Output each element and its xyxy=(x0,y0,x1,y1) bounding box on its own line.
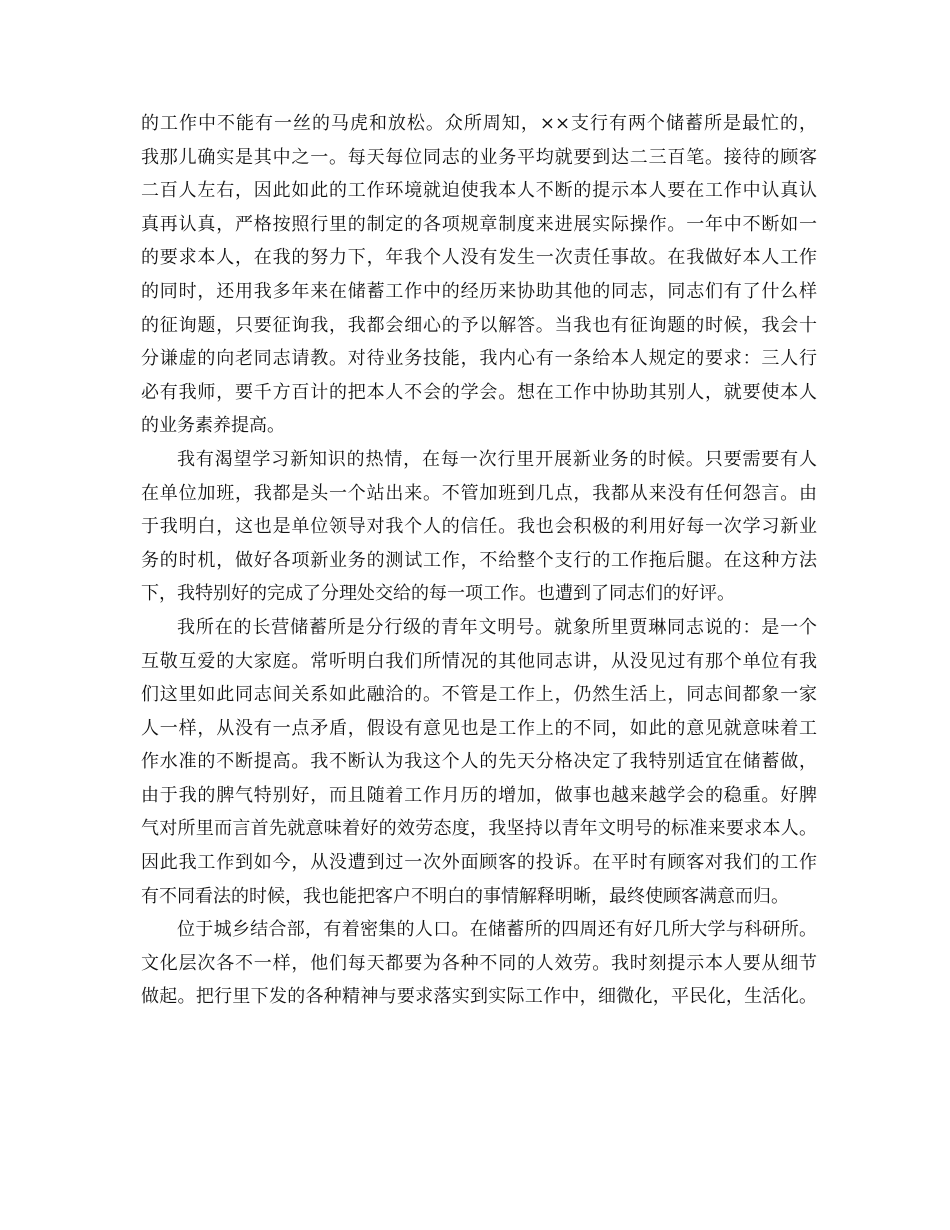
text-line: 二百人左右，因此如此的工作环境就迫使我本人不断的提示本人要在工作中认真认 xyxy=(141,180,817,202)
text-line: 因此我工作到如今，从没遭到过一次外面顾客的投诉。在平时有顾客对我们的工作 xyxy=(141,852,817,874)
text-line: 气对所里而言首先就意味着好的效劳态度，我坚持以青年文明号的标准来要求本人。 xyxy=(141,818,817,840)
text-line: 在单位加班，我都是头一个站出来。不管加班到几点，我都从来没有任何怨言。由 xyxy=(141,482,817,504)
text-line: 位于城乡结合部，有着密集的人口。在储蓄所的四周还有好几所大学与科研所。 xyxy=(177,919,817,941)
text-line: 的同时，还用我多年来在储蓄工作中的经历来协助其他的同志，同志们有了什么样 xyxy=(141,280,817,302)
text-line: 下，我特别好的完成了分理处交给的每一项工作。也遭到了同志们的好评。 xyxy=(141,583,735,605)
text-line: 的征询题，只要征询我，我都会细心的予以解答。当我也有征询题的时候，我会十 xyxy=(141,314,817,336)
text-line: 人一样，从没有一点矛盾，假设有意见也是工作上的不同，如此的意见就意味着工 xyxy=(141,717,817,739)
text-line: 的要求本人，在我的努力下，年我个人没有发生一次责任事故。在我做好本人工作 xyxy=(141,247,817,269)
text-line: 做起。把行里下发的各种精神与要求落实到实际工作中，细微化，平民化，生活化。 xyxy=(141,986,817,1008)
text-line: 们这里如此同志间关系如此融洽的。不管是工作上，仍然生活上，同志间都象一家 xyxy=(141,684,817,706)
document-body xyxy=(141,107,817,1014)
text-line: 我那儿确实是其中之一。每天每位同志的业务平均就要到达二三百笔。接待的顾客 xyxy=(141,146,817,168)
text-line: 务的时机，做好各项新业务的测试工作，不给整个支行的工作拖后腿。在这种方法 xyxy=(141,549,817,571)
text-line: 我所在的长营储蓄所是分行级的青年文明号。就象所里贾琳同志说的：是一个 xyxy=(177,616,817,638)
text-line: 文化层次各不一样，他们每天都要为各种不同的人效劳。我时刻提示本人要从细节 xyxy=(141,952,817,974)
text-line: 的工作中不能有一丝的马虎和放松。众所周知，××支行有两个储蓄所是最忙的， xyxy=(141,113,817,134)
text-line: 我有渴望学习新知识的热情，在每一次行里开展新业务的时候。只要需要有人 xyxy=(177,448,817,470)
text-line: 作水准的不断提高。我不断认为我这个人的先天分格决定了我特别适宜在储蓄做， xyxy=(141,751,817,773)
text-line: 由于我的脾气特别好，而且随着工作月历的增加，做事也越来越学会的稳重。好脾 xyxy=(141,784,817,806)
text-line: 于我明白，这也是单位领导对我个人的信任。我也会积极的利用好每一次学习新业 xyxy=(141,516,817,538)
text-line: 真再认真，严格按照行里的制定的各项规章制度来进展实际操作。一年中不断如一 xyxy=(141,213,817,235)
text-line: 分谦虚的向老同志请教。对待业务技能，我内心有一条给本人规定的要求：三人行 xyxy=(141,348,817,370)
text-line: 必有我师，要千方百计的把本人不会的学会。想在工作中协助其别人，就要使本人 xyxy=(141,381,817,403)
text-line: 的业务素养提高。 xyxy=(141,415,285,437)
text-line: 互敬互爱的大家庭。常听明白我们所情况的其他同志讲，从没见过有那个单位有我 xyxy=(141,650,817,672)
text-line: 有不同看法的时候，我也能把客户不明白的事情解释明晰，最终使顾客满意而归。 xyxy=(141,885,789,907)
